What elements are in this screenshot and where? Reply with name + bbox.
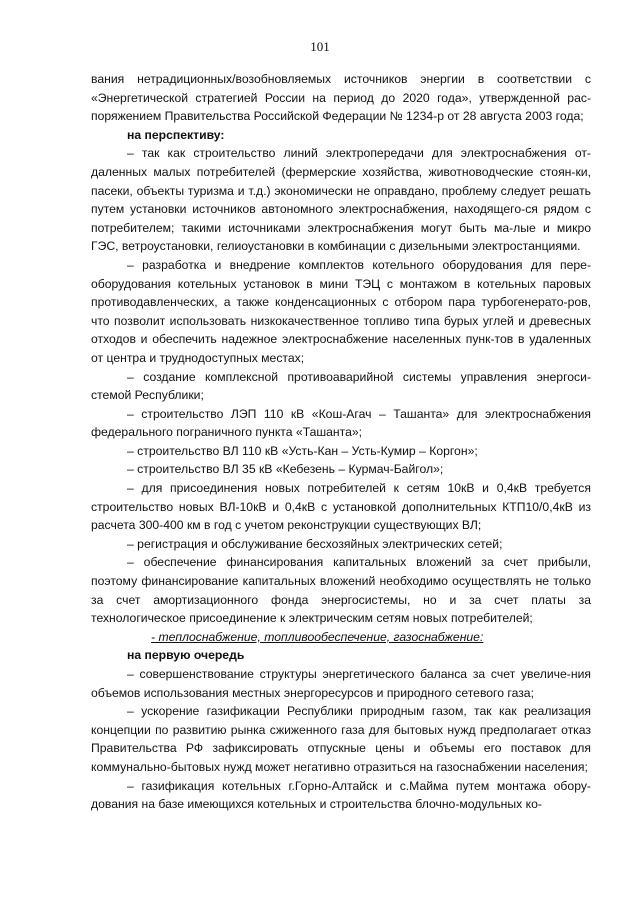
heading-first-stage: на первую очередь (127, 648, 245, 663)
list-item-ownerless-networks: – регистрация и обслуживание бесхозяйных электрических сетей; (127, 536, 503, 551)
page-number: 101 (310, 39, 330, 54)
paragraph-continuation: вания нетрадиционных/возобновляемых источников энергии в соответствии с «Энергетической стратегией России на период до 2020 года», утвержденной рас-поряжением Правительства Российской Федерации № 1234-р от 28 августа 2003 года; (91, 72, 591, 124)
list-item-new-consumers: – для присоединения новых потребителей к сетям 10кВ и 0,4кВ требуется строительство новых ВЛ-10кВ и 0,4кВ с установкой дополнительных КТП10/0,4кВ из расчета 300-400 км в год с учетом реконструкции существующих ВЛ; (91, 481, 591, 533)
list-item-gasification: – ускорение газификации Республики природным газом, так как реализация концепции по развитию рынка сжиженного газа для бытовых нужд предполагает отказ Правительства РФ зафиксировать отпускные цены и объемы его поставок для коммунально-бытовых нужд может негативно отразиться на газоснабжении населения; (91, 704, 591, 774)
list-item-autonomous-power: – так как строительство линий электропередачи для электроснабжения от-даленных малых потребителей (фермерские хозяйства, животноводческие стоян-ки, пасеки, объекты туризма и т.д.) экономически не оправдано, проблему следует решать путем установки источников автономного электроснабжения, находящего-ся рядом с потребителем; такими источниками электроснабжения могут быть ма-лые и микро ГЭС, ветроустановки, гелиоустановки в комбинации с дизельными электростанциями. (91, 146, 591, 254)
list-item-vl-35: – строительство ВЛ 35 кВ «Кебезень – Курмач-Байгол»; (127, 462, 444, 477)
list-item-energy-balance: – совершенствование структуры энергетического баланса за счет увеличе-ния объемов использования местных энергоресурсов и природного сетевого газа; (91, 667, 591, 700)
document-body (91, 70, 591, 814)
list-item-vl-110: – строительство ВЛ 110 кВ «Усть-Кан – Усть-Кумир – Коргон»; (127, 443, 478, 458)
list-item-emergency-control: – создание комплексной противоаварийной системы управления энергоси-стемой Республики; (91, 369, 591, 403)
list-item-boiler-gasification: – газификация котельных г.Горно-Алтайск и с.Майма путем монтажа обору-дования на базе имеющихся котельных и строительства блочно-модульных ко- (91, 778, 591, 812)
list-item-financing: – обеспечение финансирования капитальных вложений за счет прибыли, поэтому финансирование капитальных вложений необходимо осуществлять не только за счет амортизационного фонда энергосистемы, но и за счет платы за технологическое присоединение к электрическим сетям новых потребителей; (91, 555, 591, 626)
section-heading-heat-gas: - теплоснабжение, топливообеспечение, газоснабжение: (151, 629, 484, 644)
list-item-boiler-equipment: – разработка и внедрение комплектов котельного оборудования для пере-оборудования котельных установок в мини ТЭЦ с монтажом в котельных паровых противодавленческих, а также конденсационных с отбором пара турбогенерато-ров, что позволит использовать низкокачественное топливо типа бурых углей и древесных отходов и обеспечить надежное электроснабжение населенных пунк-тов в удаленных от центра и труднодоступных местах; (91, 257, 591, 365)
list-item-lep-kosh-agach: – строительство ЛЭП 110 кВ «Кош-Агач – Ташанта» для электроснабжения федерального пограничного пункта «Ташанта»; (91, 406, 591, 440)
heading-perspective: на перспективу: (127, 127, 225, 142)
